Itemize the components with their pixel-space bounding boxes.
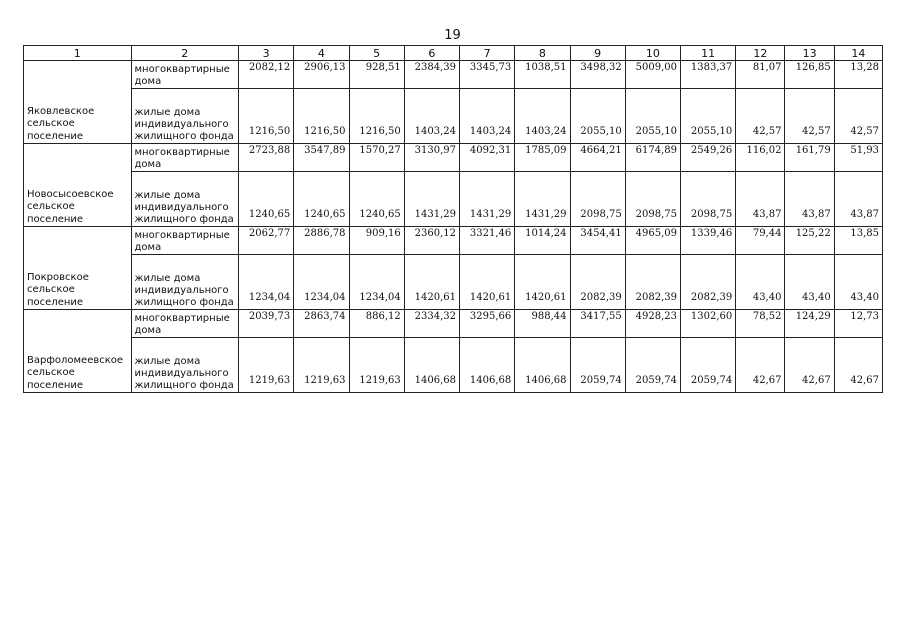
- value-cell-col-4: 1219,63: [294, 338, 349, 393]
- value-cell-col-6: 2360,12: [404, 227, 459, 255]
- housing-type: жилые дома индивидуального жилищного фонда: [131, 89, 239, 144]
- value-cell-col-7: 1406,68: [460, 338, 515, 393]
- settlement-name: Варфоломеевское сельское поселение: [24, 310, 132, 393]
- settlement-name: Яковлевское сельское поселение: [24, 61, 132, 144]
- value-cell-col-10: 5009,00: [625, 61, 680, 89]
- value-cell-col-6: 1420,61: [404, 255, 459, 310]
- housing-type: жилые дома индивидуального жилищного фонда: [131, 255, 239, 310]
- column-number-row: [24, 46, 883, 61]
- value-cell-col-14: 43,40: [834, 255, 882, 310]
- value-cell-col-3: 2062,77: [239, 227, 294, 255]
- value-cell-col-12: 42,57: [736, 89, 785, 144]
- value-cell-col-4: 1216,50: [294, 89, 349, 144]
- value-cell-col-10: 2098,75: [625, 172, 680, 227]
- value-cell-col-6: 1403,24: [404, 89, 459, 144]
- value-cell-col-10: 4965,09: [625, 227, 680, 255]
- value-cell-col-12: 79,44: [736, 227, 785, 255]
- value-cell-col-13: 126,85: [785, 61, 834, 89]
- value-cell-col-9: 2098,75: [570, 172, 625, 227]
- value-cell-col-8: 1785,09: [515, 144, 570, 172]
- value-cell-col-5: 909,16: [349, 227, 404, 255]
- value-cell-col-3: 1219,63: [239, 338, 294, 393]
- value-cell-col-11: 1339,46: [681, 227, 736, 255]
- value-cell-col-9: 4664,21: [570, 144, 625, 172]
- column-number-11: 11: [681, 46, 736, 61]
- value-cell-col-12: 78,52: [736, 310, 785, 338]
- tariff-table: [23, 45, 883, 393]
- value-cell-col-6: 3130,97: [404, 144, 459, 172]
- housing-type: жилые дома индивидуального жилищного фонда: [131, 172, 239, 227]
- value-cell-col-8: 1038,51: [515, 61, 570, 89]
- value-cell-col-10: 2059,74: [625, 338, 680, 393]
- value-cell-col-9: 3417,55: [570, 310, 625, 338]
- value-cell-col-10: 2082,39: [625, 255, 680, 310]
- value-cell-col-6: 1406,68: [404, 338, 459, 393]
- value-cell-col-5: 1219,63: [349, 338, 404, 393]
- value-cell-col-4: 1240,65: [294, 172, 349, 227]
- value-cell-col-8: 1431,29: [515, 172, 570, 227]
- value-cell-col-10: 4928,23: [625, 310, 680, 338]
- value-cell-col-3: 1216,50: [239, 89, 294, 144]
- value-cell-col-7: 3345,73: [460, 61, 515, 89]
- value-cell-col-5: 886,12: [349, 310, 404, 338]
- value-cell-col-14: 42,57: [834, 89, 882, 144]
- value-cell-col-7: 1420,61: [460, 255, 515, 310]
- value-cell-col-11: 2059,74: [681, 338, 736, 393]
- value-cell-col-8: 1420,61: [515, 255, 570, 310]
- value-cell-col-6: 2334,32: [404, 310, 459, 338]
- value-cell-col-13: 42,67: [785, 338, 834, 393]
- column-number-9: 9: [570, 46, 625, 61]
- value-cell-col-13: 43,87: [785, 172, 834, 227]
- value-cell-col-7: 3321,46: [460, 227, 515, 255]
- value-cell-col-11: 2098,75: [681, 172, 736, 227]
- housing-type: многоквартирные дома: [131, 310, 239, 338]
- column-number-7: 7: [460, 46, 515, 61]
- value-cell-col-4: 2886,78: [294, 227, 349, 255]
- column-number-4: 4: [294, 46, 349, 61]
- column-number-12: 12: [736, 46, 785, 61]
- value-cell-col-4: 2906,13: [294, 61, 349, 89]
- value-cell-col-9: 3454,41: [570, 227, 625, 255]
- column-number-8: 8: [515, 46, 570, 61]
- value-cell-col-12: 81,07: [736, 61, 785, 89]
- value-cell-col-3: 2039,73: [239, 310, 294, 338]
- value-cell-col-5: 1216,50: [349, 89, 404, 144]
- value-cell-col-7: 1431,29: [460, 172, 515, 227]
- value-cell-col-8: 1014,24: [515, 227, 570, 255]
- value-cell-col-12: 116,02: [736, 144, 785, 172]
- value-cell-col-4: 1234,04: [294, 255, 349, 310]
- value-cell-col-4: 2863,74: [294, 310, 349, 338]
- value-cell-col-8: 1403,24: [515, 89, 570, 144]
- value-cell-col-13: 161,79: [785, 144, 834, 172]
- value-cell-col-7: 4092,31: [460, 144, 515, 172]
- value-cell-col-8: 988,44: [515, 310, 570, 338]
- settlement-name: Покровское сельское поселение: [24, 227, 132, 310]
- value-cell-col-14: 13,85: [834, 227, 882, 255]
- value-cell-col-12: 42,67: [736, 338, 785, 393]
- value-cell-col-13: 43,40: [785, 255, 834, 310]
- value-cell-col-3: 2082,12: [239, 61, 294, 89]
- column-number-2: 2: [131, 46, 239, 61]
- value-cell-col-4: 3547,89: [294, 144, 349, 172]
- value-cell-col-11: 2082,39: [681, 255, 736, 310]
- value-cell-col-9: 2082,39: [570, 255, 625, 310]
- table-row: [24, 144, 883, 172]
- column-number-6: 6: [404, 46, 459, 61]
- value-cell-col-11: 2055,10: [681, 89, 736, 144]
- value-cell-col-5: 1234,04: [349, 255, 404, 310]
- value-cell-col-8: 1406,68: [515, 338, 570, 393]
- value-cell-col-14: 42,67: [834, 338, 882, 393]
- value-cell-col-11: 1383,37: [681, 61, 736, 89]
- column-number-5: 5: [349, 46, 404, 61]
- value-cell-col-6: 2384,39: [404, 61, 459, 89]
- value-cell-col-3: 1234,04: [239, 255, 294, 310]
- value-cell-col-13: 124,29: [785, 310, 834, 338]
- value-cell-col-9: 2059,74: [570, 338, 625, 393]
- column-number-1: 1: [24, 46, 132, 61]
- value-cell-col-3: 1240,65: [239, 172, 294, 227]
- value-cell-col-12: 43,87: [736, 172, 785, 227]
- settlement-name: Новосысоевское сельское поселение: [24, 144, 132, 227]
- value-cell-col-5: 1240,65: [349, 172, 404, 227]
- value-cell-col-11: 2549,26: [681, 144, 736, 172]
- housing-type: многоквартирные дома: [131, 144, 239, 172]
- page-number: 19: [444, 28, 461, 43]
- value-cell-col-10: 6174,89: [625, 144, 680, 172]
- value-cell-col-14: 12,73: [834, 310, 882, 338]
- value-cell-col-14: 43,87: [834, 172, 882, 227]
- value-cell-col-13: 42,57: [785, 89, 834, 144]
- value-cell-col-12: 43,40: [736, 255, 785, 310]
- value-cell-col-9: 3498,32: [570, 61, 625, 89]
- housing-type: жилые дома индивидуального жилищного фонда: [131, 338, 239, 393]
- value-cell-col-9: 2055,10: [570, 89, 625, 144]
- table-row: [24, 227, 883, 255]
- column-number-10: 10: [625, 46, 680, 61]
- housing-type: многоквартирные дома: [131, 61, 239, 89]
- value-cell-col-5: 1570,27: [349, 144, 404, 172]
- value-cell-col-10: 2055,10: [625, 89, 680, 144]
- table-row: [24, 89, 883, 144]
- column-number-13: 13: [785, 46, 834, 61]
- value-cell-col-6: 1431,29: [404, 172, 459, 227]
- column-number-3: 3: [239, 46, 294, 61]
- table-row: [24, 310, 883, 338]
- table-row: [24, 61, 883, 89]
- value-cell-col-13: 125,22: [785, 227, 834, 255]
- table-row: [24, 172, 883, 227]
- value-cell-col-3: 2723,88: [239, 144, 294, 172]
- value-cell-col-14: 13,28: [834, 61, 882, 89]
- housing-type: многоквартирные дома: [131, 227, 239, 255]
- table-row: [24, 338, 883, 393]
- value-cell-col-7: 1403,24: [460, 89, 515, 144]
- value-cell-col-5: 928,51: [349, 61, 404, 89]
- value-cell-col-11: 1302,60: [681, 310, 736, 338]
- value-cell-col-14: 51,93: [834, 144, 882, 172]
- value-cell-col-7: 3295,66: [460, 310, 515, 338]
- table-row: [24, 255, 883, 310]
- column-number-14: 14: [834, 46, 882, 61]
